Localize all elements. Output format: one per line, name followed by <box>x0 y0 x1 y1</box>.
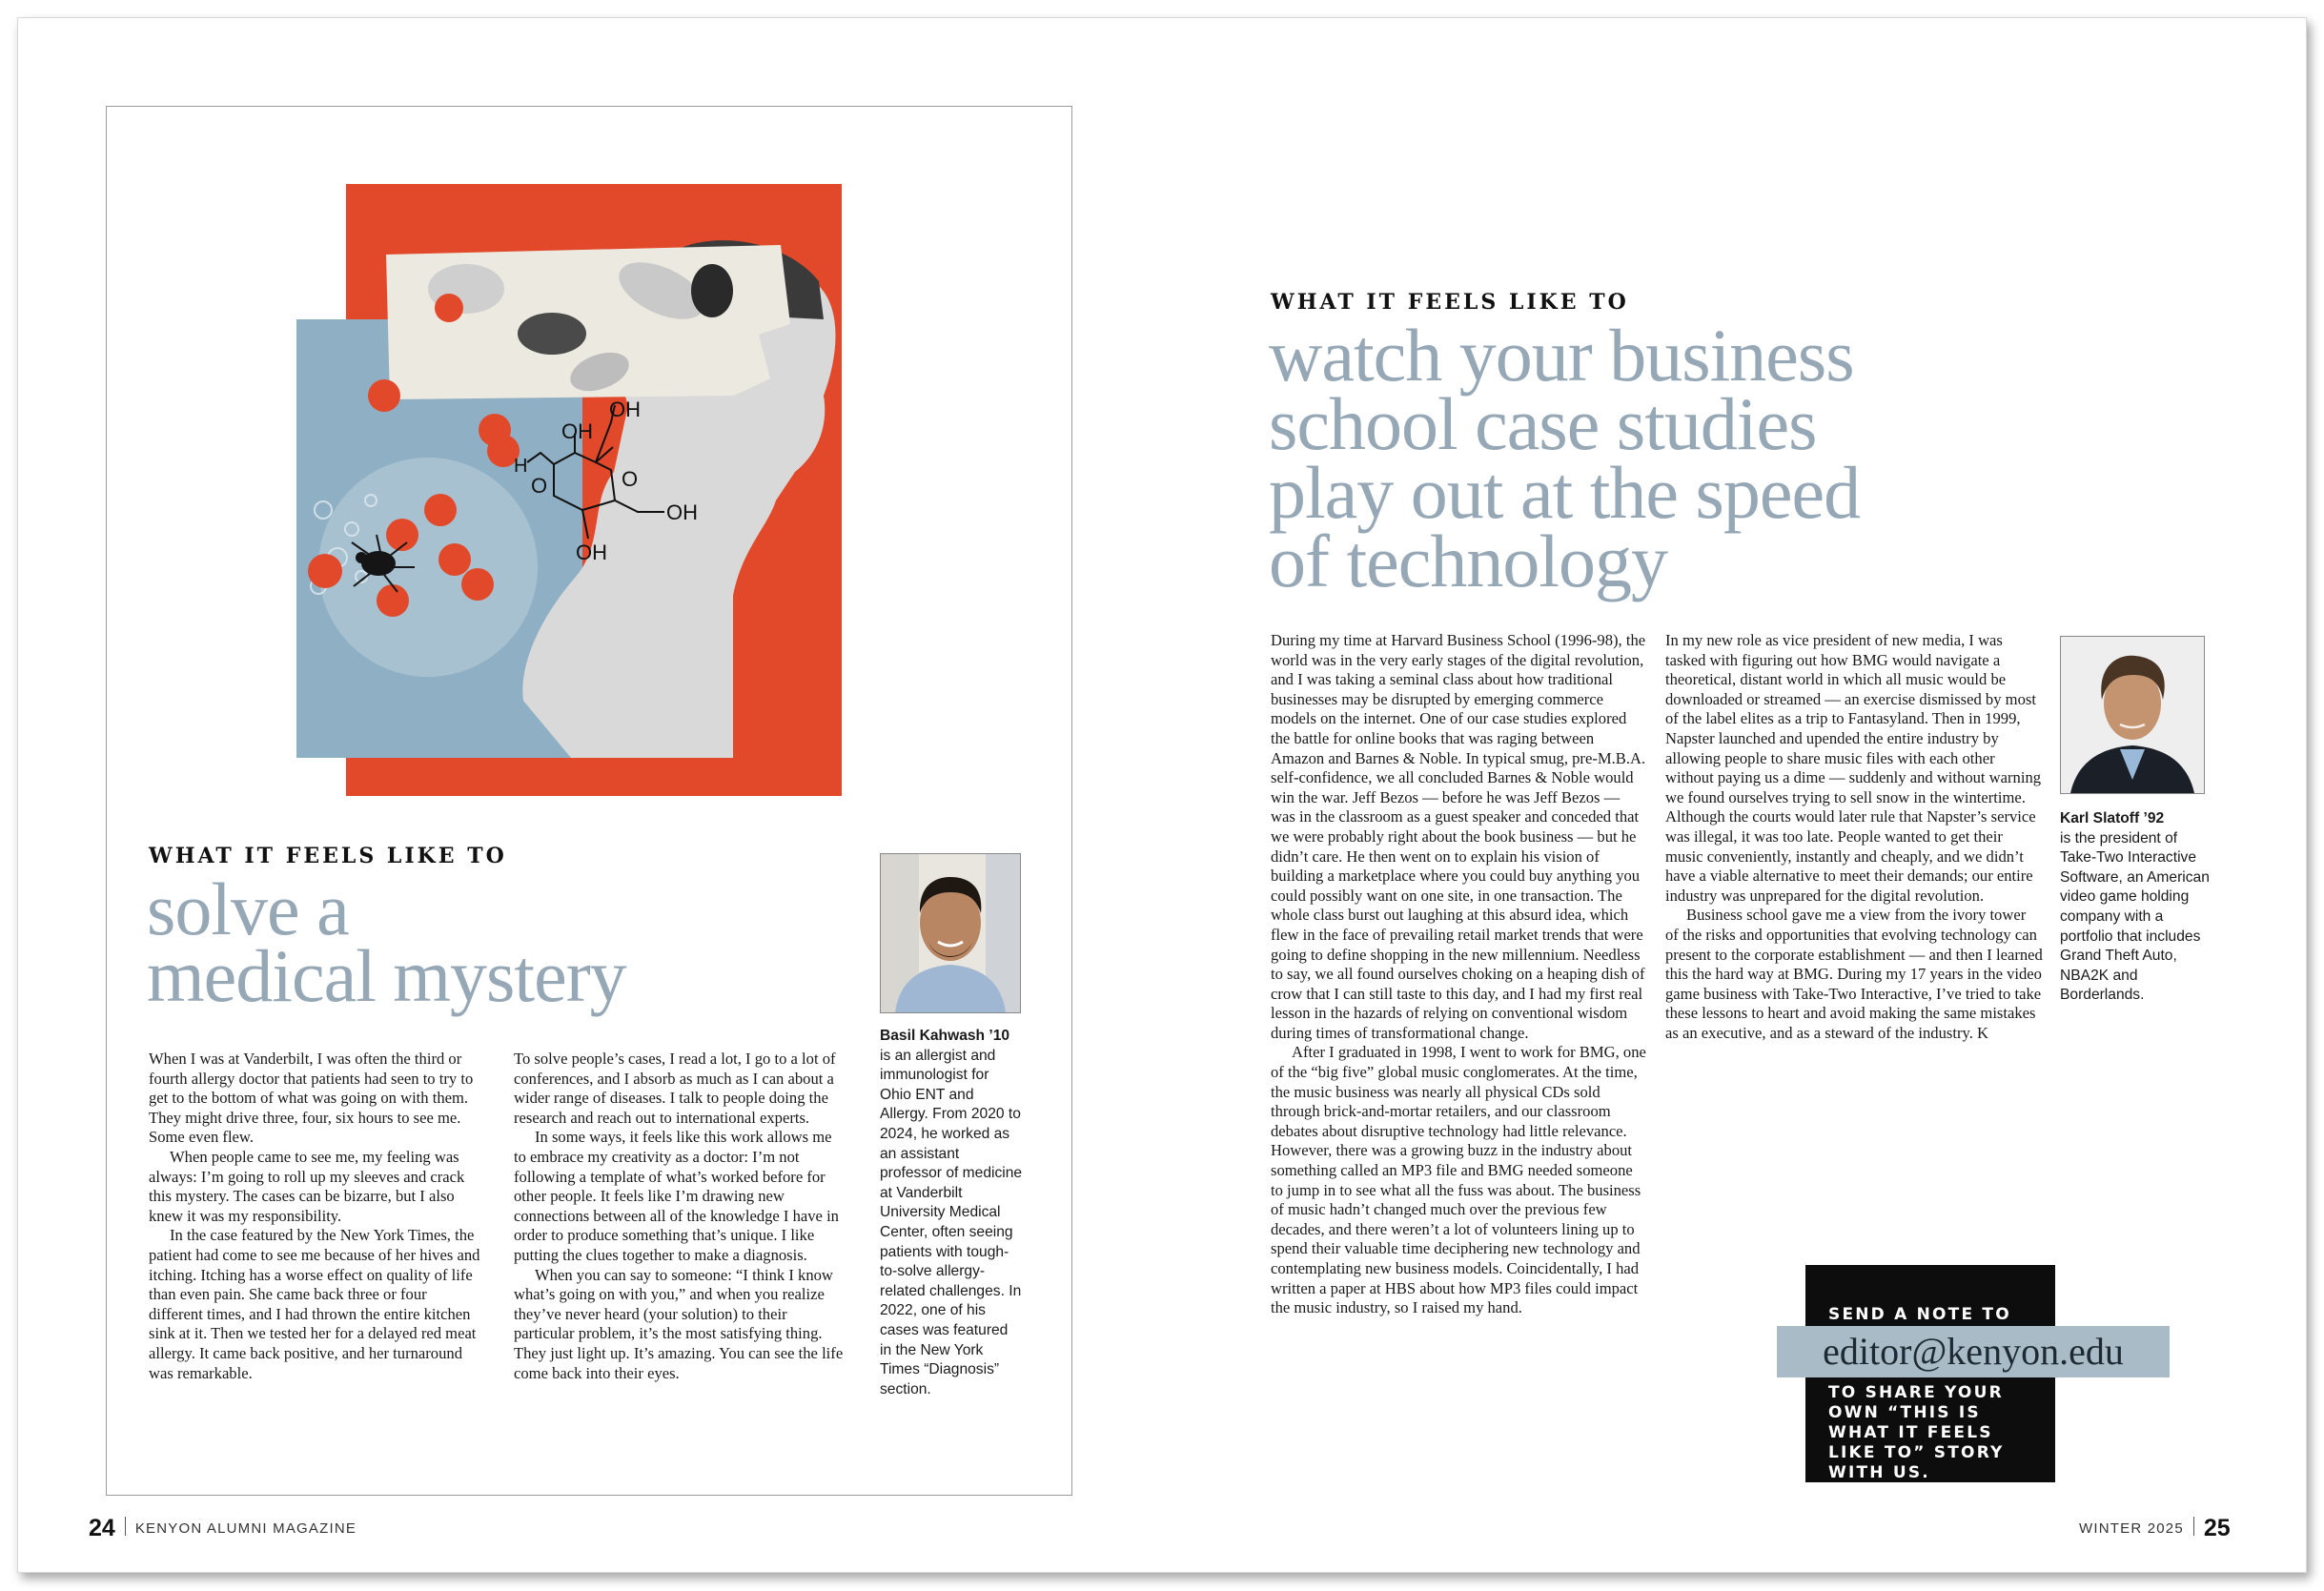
issue-label: WINTER 2025 <box>2079 1520 2184 1537</box>
left-bio <box>880 1027 1023 1399</box>
bio-name: Karl Slatoff ’92 <box>2060 810 2165 826</box>
right-headline <box>1269 314 1861 602</box>
right-headline-line3: play out at the speed <box>1269 451 1861 534</box>
karl-slatoff-photo <box>2060 636 2205 794</box>
note-heading: SEND A NOTE TO <box>1828 1305 2011 1324</box>
molecule-label-h: H <box>514 456 528 477</box>
left-headline-line1: solve a <box>147 867 349 950</box>
molecule-label-oh3: OH <box>666 500 698 524</box>
paragraph: When I was at Vanderbilt, I was often the third or fourth allergy doctor that patients had seen to try to get to the bottom of what was going on with them. They might drive three, four, six hours to see me. Some even flew. <box>149 1050 474 1147</box>
paragraph: During my time at Harvard Business School (1996-98), the world was in the very early stages of the digital revolution, and I was taking a seminal class about how traditional businesses may be disrupted by emerging commerce models on the internet. One of our case studies explored the battle for online books that was raging between Amazon and Barnes & Noble. In typical smug, pre-M.B.A. self-confidence, we all concluded Barnes & Noble would win the war. Jeff Bezos — before he was Jeff Bezos — was in the classroom as a guest speaker and conceded that we were probably right about the book business — but he didn’t care. He then went on to explain his vision of building a marketplace where you could buy anything you could possibly want on one site, in one transaction. The whole class burst out laughing at this absurd idea, which flew in the face of prevailing retail market trends that were going to define shopping in the new millennium. Needless to say, we all found ourselves choking on a heaping dish of crow that I can still taste to this day, and I had my first real lesson in the hazards of relying on conventional wisdom during times of transformational change. <box>1271 631 1646 1042</box>
right-headline-line4: of technology <box>1269 520 1668 602</box>
right-article-column-2 <box>1665 631 2043 1043</box>
left-eyebrow: WHAT IT FEELS LIKE TO <box>149 844 507 868</box>
right-bio <box>2060 809 2212 1006</box>
bio-text: is the president of Take-Two Interactive Software, an American video game holding company with a portfolio that includes Grand Theft Auto, NBA2K and Borderlands. <box>2060 829 2210 1004</box>
paragraph: When you can say to someone: “I think I know what’s going on with you,” and when you realize they’ve never heard (your solution) to their particular problem, it’s the most satisfying thing. They just light up. It’s amazing. You can see the life come back into their eyes. <box>514 1265 844 1382</box>
basil-kahwash-photo <box>880 853 1021 1013</box>
paragraph: Business school gave me a view from the ivory tower of the risks and opportunities that evolving technology can present to the corporate establishment — and then I learned this the hard way at BMG. During my 17 years in the video game business with Take-Two Interactive, I’ve tried to take these lessons to heart and avoid making the same mistakes as an executive, and as a steward of the industry. K <box>1665 906 2043 1042</box>
left-headline-line2: medical mystery <box>147 934 626 1017</box>
magazine-spread <box>17 17 2307 1573</box>
left-headline <box>147 867 626 1017</box>
page-number: 25 <box>2203 1515 2231 1541</box>
note-subtext: TO SHARE YOUR OWN “THIS IS WHAT IT FEELS LIKE TO” STORY WITH US. <box>1828 1383 2005 1482</box>
molecule-label-oh1: OH <box>561 419 593 443</box>
paragraph: To solve people’s cases, I read a lot, I go to a lot of conferences, and I absorb as much as I can about a wider range of diseases. I talk to people doing the research and reach out to international experts. <box>514 1050 836 1127</box>
paragraph: In the case featured by the New York Times, the patient had come to see me because of her hives and itching. Itching has a worse effect on quality of life than even pain. She came back three or four different times, and I had thrown the entire kitchen sink at it. Then we tested her for a delayed red meat allergy. It came back positive, and her turnaround was remarkable. <box>149 1226 480 1382</box>
right-article-column-1 <box>1271 631 1648 1318</box>
editor-email-link[interactable]: editor@kenyon.edu <box>1777 1326 2170 1377</box>
paragraph: In some ways, it feels like this work allows me to embrace my creativity as a doctor: I’m not following a template of what’s worked before for other people. It feels like I’m drawing new connections between all of the knowledge I have in order to produce something that’s unique. I like putting the clues together to make a diagnosis. <box>514 1128 839 1264</box>
left-article-column-2 <box>514 1050 847 1383</box>
left-article-column-1 <box>149 1050 482 1383</box>
publication-name: KENYON ALUMNI MAGAZINE <box>134 1520 357 1537</box>
right-footer <box>2079 1515 2231 1542</box>
right-headline-line2: school case studies <box>1269 382 1817 465</box>
paragraph: In my new role as vice president of new media, I was tasked with figuring out how BMG would navigate a theoretical, distant world in which all music would be downloaded or streamed — an exercise dismissed by most of the label elites as a trip to Fantasyland. Then in 1999, Napster launched and upended the entire industry by allowing people to share music files with each other without paying us a dime — suddenly and without warning we found ourselves trying to sell snow in the wintertime. Although the courts would later rule that Napster’s service was illegal, it was too late. People wanted to get their music conveniently, instantly and cheaply, and we didn’t have a viable alternative to meet their demands; our entire industry was unprepared for the digital revolution. <box>1665 631 2042 905</box>
molecule-label-o2: O <box>531 474 548 498</box>
right-headline-line1: watch your business <box>1269 314 1854 397</box>
left-footer <box>89 1515 357 1542</box>
molecule-label-oh4: OH <box>576 541 607 564</box>
molecule-label-o1: O <box>622 467 639 491</box>
send-note-box <box>1805 1265 2124 1482</box>
page-number: 24 <box>89 1515 115 1541</box>
collage-illustration <box>285 167 895 796</box>
molecule-label-oh2: OH <box>609 398 641 421</box>
right-eyebrow: WHAT IT FEELS LIKE TO <box>1271 290 1629 315</box>
bio-name: Basil Kahwash ’10 <box>880 1028 1010 1044</box>
bio-text: is an allergist and immunologist for Ohio ENT and Allergy. From 2020 to 2024, he worked as an assistant professor of medicine at Vanderbilt University Medical Center, often seeing patients with tough-to-solve allergy-related challenges. In 2022, one of his cases was featured in the New York Times “Diagnosis” section. <box>880 1047 1023 1397</box>
paragraph: When people came to see me, my feeling was always: I’m going to roll up my sleeves and crack this mystery. The cases can be bizarre, but I also knew it was my responsibility. <box>149 1147 465 1225</box>
paragraph: After I graduated in 1998, I went to work for BMG, one of the “big five” global music conglomerates. At the time, the music business was nearly all physical CDs sold through brick-and-mortar retailers, and our classroom debates about disruptive technology had little relevance. However, there was a growing buzz in the industry about something called an MP3 file and BMG needed someone to jump in to see what all the fuss was about. The business of music hadn’t changed much over the previous few decades, and there weren’t a lot of volunteers lining up to spend their valuable time deciphering new technology and contemplating new business models. Coincidentally, I had written a paper at HBS about how MP3 files could impact the music industry, so I raised my hand. <box>1271 1043 1646 1317</box>
